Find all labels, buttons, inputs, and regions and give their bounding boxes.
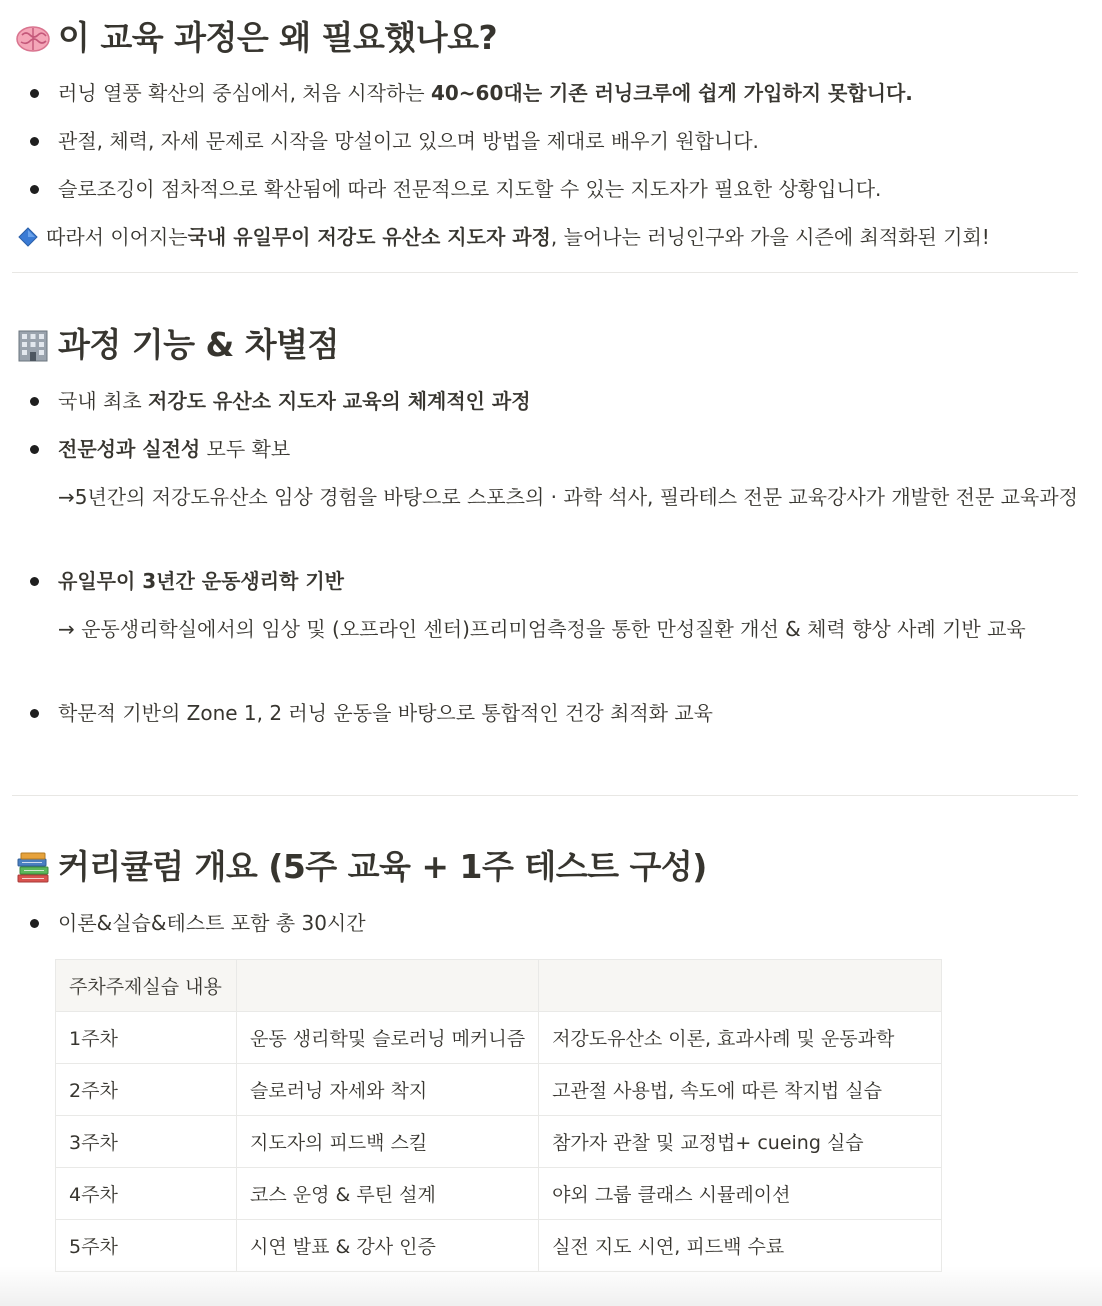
table-header-cell <box>237 960 539 1012</box>
table-cell-practice: 고관절 사용법, 속도에 따른 착지법 실습 <box>539 1064 942 1116</box>
bullet-bold-text: 전문성과 실전성 <box>58 437 201 461</box>
bullet-text: 관절, 체력, 자세 문제로 시작을 망설이고 있으며 방법을 제대로 배우기 원합니다. <box>58 129 759 153</box>
bullet-text: 모두 확보 <box>200 437 291 461</box>
section-title: 과정 기능 & 차별점 <box>58 325 339 364</box>
table-row <box>56 1064 942 1116</box>
table-header-row <box>56 960 942 1012</box>
list-item <box>58 124 759 158</box>
table-cell-week: 3주차 <box>56 1116 237 1168</box>
list-item <box>58 906 366 940</box>
section-title: 이 교육 과정은 왜 필요했나요? <box>58 18 498 57</box>
table-cell-week: 4주차 <box>56 1168 237 1220</box>
list-item <box>58 172 881 206</box>
summary-line <box>18 219 990 255</box>
table-row <box>56 1168 942 1220</box>
bottom-fade <box>0 1266 1102 1306</box>
divider <box>12 795 1078 796</box>
summary-text-end: , 늘어나는 러닝인구와 가을 시즌에 최적화된 기회! <box>550 225 990 249</box>
table-cell-topic: 코스 운영 & 루틴 설계 <box>237 1168 539 1220</box>
bullet-text: 국내 최초 <box>58 389 148 413</box>
table-row <box>56 1116 942 1168</box>
table-cell-topic: 지도자의 피드백 스킬 <box>237 1116 539 1168</box>
table-row <box>56 1220 942 1272</box>
section-heading-features <box>14 323 339 367</box>
bullet-text: 러닝 열풍 확산의 중심에서, 처음 시작하는 <box>58 81 431 105</box>
list-item <box>58 564 344 598</box>
table-cell-practice: 참가자 관찰 및 교정법+ cueing 실습 <box>539 1116 942 1168</box>
curriculum-table <box>55 959 942 1272</box>
table-row <box>56 1012 942 1064</box>
table-cell-week: 5주차 <box>56 1220 237 1272</box>
brain-icon <box>14 19 52 57</box>
list-item <box>58 696 713 730</box>
books-icon <box>14 848 52 886</box>
summary-bold-text: 국내 유일무이 저강도 유산소 지도자 과정 <box>187 225 551 249</box>
office-building-icon <box>14 326 52 364</box>
table-cell-week: 1주차 <box>56 1012 237 1064</box>
table-cell-week: 2주차 <box>56 1064 237 1116</box>
bullet-text: 슬로조깅이 점차적으로 확산됨에 따라 전문적으로 지도할 수 있는 지도자가 필요한 상황입니다. <box>58 177 882 201</box>
table-cell-topic: 운동 생리학및 슬로러닝 메커니즘 <box>237 1012 539 1064</box>
bullet-detail: →5년간의 저강도유산소 임상 경험을 바탕으로 스포츠의 · 과학 석사, 필라테스 전문 교육강사가 개발한 전문 교육과정 <box>58 485 1078 509</box>
bullet-text: 학문적 기반의 Zone 1, 2 러닝 운동을 바탕으로 통합적인 건강 최적화 교육 <box>58 701 713 725</box>
table-cell-practice: 저강도유산소 이론, 효과사례 및 운동과학 <box>539 1012 942 1064</box>
bullet-bold-text: 유일무이 3년간 운동생리학 기반 <box>58 569 344 593</box>
table-cell-topic: 슬로러닝 자세와 착지 <box>237 1064 539 1116</box>
table-cell-practice: 실전 지도 시연, 피드백 수료 <box>539 1220 942 1272</box>
bullet-bold-text: 40~60대는 기존 러닝크루에 쉽게 가입하지 못합니다. <box>430 81 913 105</box>
summary-text: 따라서 이어지는 <box>46 225 188 249</box>
section-title: 커리큘럼 개요 (5주 교육 + 1주 테스트 구성) <box>58 847 707 886</box>
divider <box>12 272 1078 273</box>
list-item <box>58 76 913 110</box>
section-heading-why <box>14 16 497 60</box>
blue-diamond-icon <box>18 227 38 247</box>
table-header-cell: 주차주제실습 내용 <box>56 960 237 1012</box>
table-cell-topic: 시연 발표 & 강사 인증 <box>237 1220 539 1272</box>
section-heading-curriculum <box>14 845 707 889</box>
table-cell-practice: 야외 그룹 클래스 시뮬레이션 <box>539 1168 942 1220</box>
list-item <box>58 384 531 418</box>
bullet-bold-text: 저강도 유산소 지도자 교육의 체계적인 과정 <box>148 389 531 413</box>
list-item <box>58 432 290 466</box>
bullet-text: 이론&실습&테스트 포함 총 30시간 <box>58 911 366 935</box>
table-header-cell <box>539 960 942 1012</box>
bullet-detail: → 운동생리학실에서의 임상 및 (오프라인 센터)프리미엄측정을 통한 만성질환 개선 & 체력 향상 사례 기반 교육 <box>58 617 1026 641</box>
